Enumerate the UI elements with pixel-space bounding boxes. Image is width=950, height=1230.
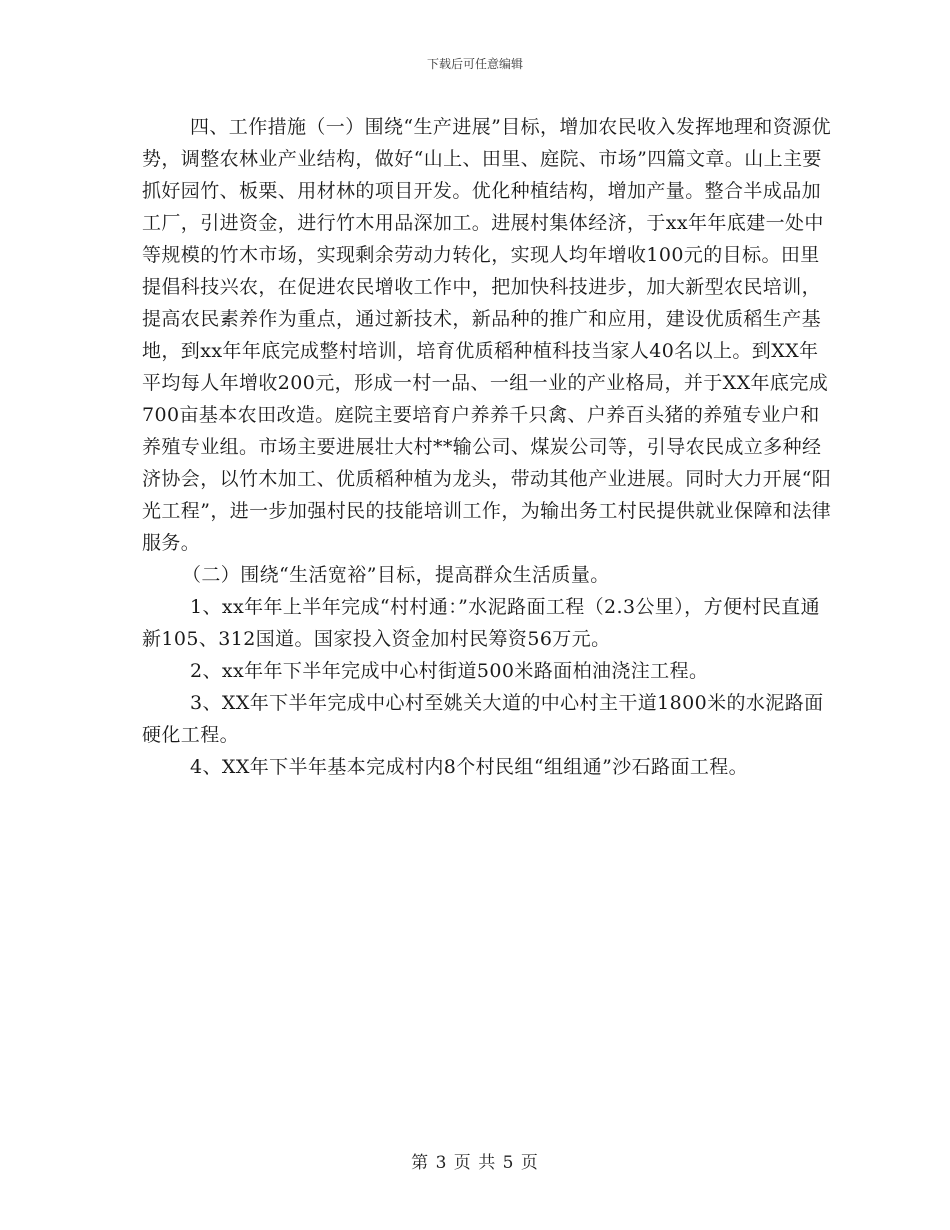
paragraph-work-measures: 四、工作措施（一）围绕“生产进展”目标，增加农民收入发挥地理和资源优势，调整农林业产业结构，做好“山上、田里、庭院、市场”四篇文章。山上主要抓好园竹、板栗、用材林的项目开发。优化种植结构，增加产量。整合半成品加工厂，引进资金，进行竹木用品深加工。进展村集体经济，于xx年年底建一处中等规模的竹木市场，实现剩余劳动力转化，实现人均年增收100元的目标。田里提倡科技兴农，在促进农民增收工作中，把加快科技进步，加大新型农民培训，提高农民素养作为重点，通过新技术，新品种的推广和应用，建设优质稻生产基地，到xx年年底完成整村培训，培育优质稻种植科技当家人40名以上。到XX年平均每人年增收200元，形成一村一品、一组一业的产业格局，并于XX年底完成700亩基本农田改造。庭院主要培育户养养千只禽、户养百头猪的养殖专业户和养殖专业组。市场主要进展壮大村**输公司、煤炭公司等，引导农民成立多种经济协会，以竹木加工、优质稻种植为龙头，带动其他产业进展。同时大力开展“阳光工程”，进一步加强村民的技能培训工作，为输出务工村民提供就业保障和法律服务。 [142, 116, 832, 554]
page-number: 第 3 页 共 5 页 [411, 1153, 539, 1173]
header-note: 下载后可任意编辑 [426, 57, 523, 71]
paragraph-item-3: 3、XX年下半年完成中心村至姚关大道的中心村主干道1800米的水泥路面硬化工程。 [142, 692, 824, 746]
document-body [142, 111, 832, 783]
paragraph-item-2: 2、xx年年下半年完成中心村街道500米路面柏油浇注工程。 [190, 660, 709, 682]
paragraph-section-two-heading: （二）围绕“生活宽裕”目标，提高群众生活质量。 [182, 564, 610, 586]
paragraph-item-4: 4、XX年下半年基本完成村内8个村民组“组组通”沙石路面工程。 [190, 756, 749, 778]
paragraph-item-1: 1、xx年年上半年完成“村村通：”水泥路面工程（2.3公里），方便村民直通新105、312国道。国家投入资金加村民筹资56万元。 [142, 596, 820, 650]
